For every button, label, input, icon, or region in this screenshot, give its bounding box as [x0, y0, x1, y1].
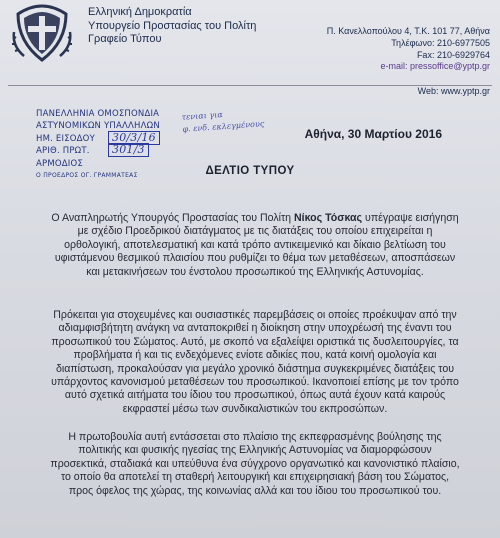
document-date: Αθήνα, 30 Μαρτίου 2016	[304, 127, 442, 141]
stamp-entry-value: 30/3/16	[108, 131, 160, 145]
email-text: e-mail: pressoffice@yptp.gr	[380, 61, 490, 72]
stamp-protocol-label: ΑΡΙΘ. ΠΡΩΤ.	[36, 146, 90, 157]
p1-rest: υπέγραψε εισήγηση με σχέδιο Προεδρικού διατάγματος με τις διατάξεις του οποίου επιχειρείται η ορθολογική, αποτελεσματική και κατά τρόπο αντικειμενικό και δίκαιο βελτίωση του υφιστάμενου θεσμικού πλαισίου που ρυθμίζει το θέμα των μεταθέσεων, αποσπάσεων και μετακινήσεων του ένστολου προσωπικού της Ελληνικής Αστυνομίας.	[54, 212, 459, 278]
note-line: τενιαι για	[181, 109, 224, 122]
body-paragraph-2: Πρόκειται για στοχευμένες και ουσιαστικές παρεμβάσεις οι οποίες προέκυψαν από την αδιαμφισβήτητη ανάγκη να ανταποκριθεί η διοίκηση στην υποχρέωσή της έναντι του προσωπικού του Σώματος. Αυτό, με σκοπό να εξαλείψει οριστικά τις δυσλειτουργίες, τα προβλήματα ή και τις ενδεχόμενες ενίοτε αδικίες που, κατά κοινή ομολογία και διαπίστωση, προκαλούσαν για μεγάλο χρονικό διάστημα συγκεκριμένες διατάξεις του υπάρχοντος κανονισμού μεταθέσεων του προσωπικού. Ικανοποιεί επίσης με τον τρόπο αυτό σχετικά αιτήματα του ίδιου του προσωπικού, όπως αυτά έχουν κατά καιρούς εκφραστεί μέσω των συνδικαλιστικών του εκπροσώπων.	[51, 309, 459, 415]
ministry-line: Ελληνική Δημοκρατία	[88, 6, 192, 18]
greek-coat-of-arms-icon	[10, 2, 74, 66]
stamp-competent-label: ΑΡΜΟΔΙΟΣ	[36, 158, 83, 169]
stamp-protocol-value: 301/3	[108, 143, 149, 157]
fax-text: Fax: 210-6929764	[416, 49, 490, 60]
minister-name: Νίκος Τόσκας	[294, 212, 363, 224]
ministry-line: Γραφείο Τύπου	[88, 33, 162, 45]
contact-block	[250, 26, 490, 73]
p1-intro: Ο Αναπληρωτής Υπουργός Προστασίας του Πολίτη	[51, 212, 295, 224]
stamp-entry-label: ΗΜ. ΕΙΣΟΔΟΥ	[36, 133, 95, 144]
document-title: ΔΕΛΤΙΟ ΤΥΠΟΥ	[205, 165, 295, 177]
stamp-footer: Ο ΠΡΟΕΔΡΟΣ ΟΓ. ΓΡΑΜΜΑΤΕΑΣ	[36, 171, 138, 179]
stamp-protocol-row	[36, 145, 168, 157]
body-paragraph-3: Η πρωτοβουλία αυτή εντάσσεται στο πλαίσιο της εκπεφρασμένης βούλησης της πολιτικής και φυσικής ηγεσίας της Ελληνικής Αστυνομίας να διαμορφώσουν προσεκτικά, σταδιακά και υπεύθυνα ένα σύγχρονο οργανωτικό και κανονιστικό πλαίσιο, το οποίο θα αποτελεί τη σταθερή λειτουργική και επιχειρησιακή βάση του Σώματος, προς όφελος της χώρας, της κοινωνίας αλλά και του ίδιου του προσωπικού του.	[50, 431, 460, 497]
ministry-heading	[88, 6, 256, 47]
ministry-line: Υπουργείο Προστασίας του Πολίτη	[88, 19, 257, 32]
stamp-line: ΑΣΤΥΝΟΜΙΚΩΝ ΥΠΑΛΛΗΛΩΝ	[36, 121, 160, 132]
stamp-line: ΠΑΝΕΛΛΗΝΙΑ ΟΜΟΣΠΟΝΔΙΑ	[36, 109, 160, 119]
address-text: Π. Κανελλοπούλου 4, Τ.Κ. 101 77, Αθήνα	[326, 26, 490, 36]
phone-text: Τηλέφωνο: 210-6977505	[391, 37, 490, 48]
body-paragraph-1	[50, 212, 460, 279]
note-line: φ. ενδ. εκλεγμένους	[182, 119, 265, 134]
website-text: Web: www.yptp.gr	[417, 86, 490, 96]
handwritten-note	[181, 104, 292, 136]
